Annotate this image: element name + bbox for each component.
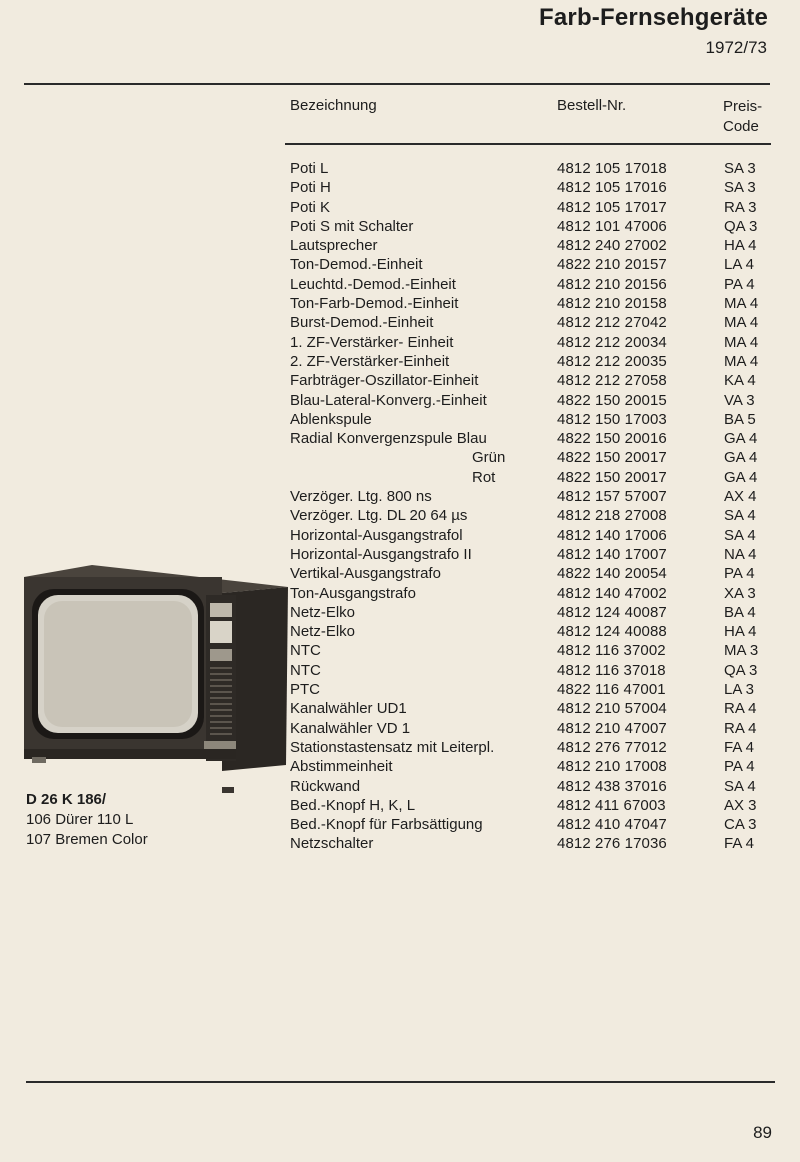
order-number: 4812 276 77012	[557, 738, 667, 756]
table-row	[290, 545, 772, 564]
order-number: 4822 140 20054	[557, 565, 667, 583]
order-number: 4812 124 40087	[557, 603, 667, 621]
part-name: Poti L	[290, 160, 329, 177]
part-name: Burst-Demod.-Einheit	[290, 314, 434, 332]
order-number: 4822 150 20017	[557, 449, 667, 467]
part-name: Netzschalter	[290, 835, 374, 853]
part-name: Poti K	[290, 198, 331, 216]
order-number: 4812 218 27008	[557, 507, 667, 525]
part-name: Horizontal-Ausgangstrafol	[290, 526, 463, 544]
order-number: 4812 105 17018	[557, 160, 667, 177]
order-number: 4812 212 27058	[557, 372, 667, 390]
price-code: VA 3	[724, 391, 755, 409]
price-code: SA 4	[724, 507, 756, 525]
order-number: 4812 157 57007	[557, 488, 667, 506]
price-code: NA 4	[724, 545, 757, 563]
part-name: Ton-Ausgangstrafo	[290, 584, 416, 602]
price-code: PA 4	[724, 758, 755, 776]
price-code: GA 4	[724, 430, 758, 448]
order-number: 4812 210 17008	[557, 758, 667, 776]
page-subtitle-year: 1972/73	[705, 38, 767, 57]
price-code: AX 4	[724, 488, 757, 506]
part-name: Farbträger-Oszillator-Einheit	[290, 372, 479, 390]
table-row	[290, 738, 772, 757]
price-code: MA 4	[724, 314, 759, 332]
page-title: Farb-Fernsehgeräte	[539, 4, 768, 31]
order-number: 4822 150 20015	[557, 391, 667, 409]
part-name: 1. ZF-Verstärker- Einheit	[290, 333, 454, 351]
part-name: Kanalwähler UD1	[290, 700, 407, 718]
column-header-order-nr: Bestell-Nr.	[557, 97, 627, 114]
part-name: Bed.-Knopf H, K, L	[290, 796, 416, 814]
part-name: PTC	[290, 681, 320, 699]
price-code: FA 4	[724, 835, 755, 853]
table-row	[290, 313, 772, 332]
price-code: QA 3	[724, 217, 758, 235]
price-code: BA 4	[724, 603, 756, 621]
price-code: MA 3	[724, 642, 759, 660]
table-row	[290, 526, 772, 545]
order-number: 4822 116 47001	[557, 681, 666, 699]
order-number: 4812 212 20034	[557, 333, 667, 351]
order-number: 4812 116 37002	[557, 642, 666, 660]
table-row	[290, 352, 772, 371]
part-name: Rückwand	[290, 777, 361, 795]
price-code: AX 3	[724, 796, 757, 814]
model-variant-1: 106 Dürer 110 L	[26, 811, 134, 828]
table-row	[290, 198, 772, 217]
part-name: Ablenkspule	[290, 410, 372, 428]
price-code: BA 5	[724, 410, 756, 428]
table-row	[290, 622, 772, 641]
price-code: SA 4	[724, 526, 756, 544]
order-number: 4812 140 17006	[557, 526, 667, 544]
part-name: Poti H	[290, 179, 331, 197]
part-name: Bed.-Knopf für Farbsättigung	[290, 816, 483, 834]
table-row	[290, 719, 772, 738]
order-number: 4822 150 20016	[557, 430, 667, 448]
table-row	[290, 371, 772, 390]
table-row	[290, 217, 772, 236]
order-number: 4812 124 40088	[557, 623, 667, 641]
header-divider	[285, 143, 771, 145]
part-name: Rot	[472, 468, 496, 486]
order-number: 4822 150 20017	[557, 468, 667, 486]
table-row	[290, 487, 772, 506]
parts-table	[290, 159, 772, 854]
price-code: LA 4	[724, 256, 755, 274]
table-row	[290, 255, 772, 274]
order-number: 4812 212 20035	[557, 352, 667, 370]
price-code: XA 3	[724, 584, 756, 602]
part-name: NTC	[290, 661, 321, 679]
price-code: HA 4	[724, 237, 757, 255]
price-code-line-1: Preis-	[723, 98, 763, 115]
order-number: 4812 212 27042	[557, 314, 667, 332]
table-row	[290, 410, 772, 429]
part-name: Horizontal-Ausgangstrafo II	[290, 545, 472, 563]
table-row	[290, 429, 772, 448]
order-number: 4812 411 67003	[557, 796, 666, 814]
part-name: 2. ZF-Verstärker-Einheit	[290, 352, 450, 370]
page-number: 89	[753, 1123, 772, 1142]
table-row	[290, 159, 772, 178]
table-row	[290, 275, 772, 294]
order-number: 4812 150 17003	[557, 410, 667, 428]
part-name: Leuchtd.-Demod.-Einheit	[290, 275, 456, 293]
price-code: KA 4	[724, 372, 756, 390]
table-row	[290, 236, 772, 255]
price-code: GA 4	[724, 468, 758, 486]
order-number: 4812 140 47002	[557, 584, 667, 602]
order-number: 4822 210 20157	[557, 256, 667, 274]
table-row	[290, 699, 772, 718]
part-name: Vertikal-Ausgangstrafo	[290, 565, 441, 583]
price-code: GA 4	[724, 449, 758, 467]
part-name: Poti S mit Schalter	[290, 217, 414, 235]
bottom-divider	[26, 1081, 775, 1083]
tv-set-illustration	[22, 565, 290, 803]
part-name: Netz-Elko	[290, 603, 356, 621]
part-name: Radial Konvergenzspule Blau	[290, 430, 487, 448]
part-name: Abstimmeinheit	[290, 758, 393, 776]
table-row	[290, 178, 772, 197]
price-code: PA 4	[724, 565, 755, 583]
table-row	[290, 641, 772, 660]
part-name: Kanalwähler VD 1	[290, 719, 411, 737]
price-code: QA 3	[724, 661, 758, 679]
price-code: LA 3	[724, 681, 755, 699]
table-row	[290, 815, 772, 834]
price-code: HA 4	[724, 623, 757, 641]
part-name: Stationstastensatz mit Leiterpl.	[290, 738, 495, 756]
table-row	[290, 468, 772, 487]
part-name: Grün	[472, 449, 506, 467]
order-number: 4812 210 57004	[557, 700, 667, 718]
order-number: 4812 116 37018	[557, 661, 666, 679]
order-number: 4812 140 17007	[557, 545, 667, 563]
order-number: 4812 210 47007	[557, 719, 667, 737]
table-row	[290, 603, 772, 622]
table-row	[290, 448, 772, 467]
price-code: FA 4	[724, 738, 755, 756]
order-number: 4812 240 27002	[557, 237, 667, 255]
price-code: MA 4	[724, 333, 759, 351]
table-row	[290, 506, 772, 525]
price-code: CA 3	[724, 816, 757, 834]
part-name: Lautsprecher	[290, 237, 378, 255]
part-name: Netz-Elko	[290, 623, 356, 641]
part-name: Ton-Demod.-Einheit	[290, 256, 423, 274]
order-number: 4812 438 37016	[557, 777, 667, 795]
table-row	[290, 834, 772, 853]
part-name: Ton-Farb-Demod.-Einheit	[290, 295, 459, 313]
part-name: Verzöger. Ltg. 800 ns	[290, 488, 432, 506]
model-variant-2: 107 Bremen Color	[26, 831, 148, 848]
price-code: MA 4	[724, 295, 759, 313]
order-number: 4812 105 17016	[557, 179, 667, 197]
order-number: 4812 210 20156	[557, 275, 667, 293]
table-row	[290, 796, 772, 815]
price-code: RA 4	[724, 719, 757, 737]
price-code: RA 4	[724, 700, 757, 718]
price-code: PA 4	[724, 275, 755, 293]
table-row	[290, 777, 772, 796]
table-row	[290, 661, 772, 680]
column-header-name: Bezeichnung	[290, 97, 377, 114]
model-number: D 26 K 186/	[26, 791, 107, 808]
price-code: SA 4	[724, 777, 756, 795]
table-row	[290, 333, 772, 352]
order-number: 4812 410 47047	[557, 816, 667, 834]
model-caption	[26, 790, 148, 850]
order-number: 4812 105 17017	[557, 198, 667, 216]
top-divider	[24, 83, 770, 85]
part-name: Blau-Lateral-Konverg.-Einheit	[290, 391, 487, 409]
table-row	[290, 680, 772, 699]
price-code: SA 3	[724, 160, 756, 177]
price-code: RA 3	[724, 198, 757, 216]
table-row	[290, 294, 772, 313]
part-name: Verzöger. Ltg. DL 20 64 µs	[290, 507, 468, 525]
order-number: 4812 210 20158	[557, 295, 667, 313]
part-name: NTC	[290, 642, 321, 660]
order-number: 4812 276 17036	[557, 835, 667, 853]
table-row	[290, 584, 772, 603]
price-code: SA 3	[724, 179, 756, 197]
price-code: MA 4	[724, 352, 759, 370]
price-code-line-2: Code	[723, 118, 759, 135]
table-row	[290, 391, 772, 410]
table-row	[290, 564, 772, 583]
column-header-price-code	[723, 97, 762, 137]
table-row	[290, 757, 772, 776]
order-number: 4812 101 47006	[557, 217, 667, 235]
